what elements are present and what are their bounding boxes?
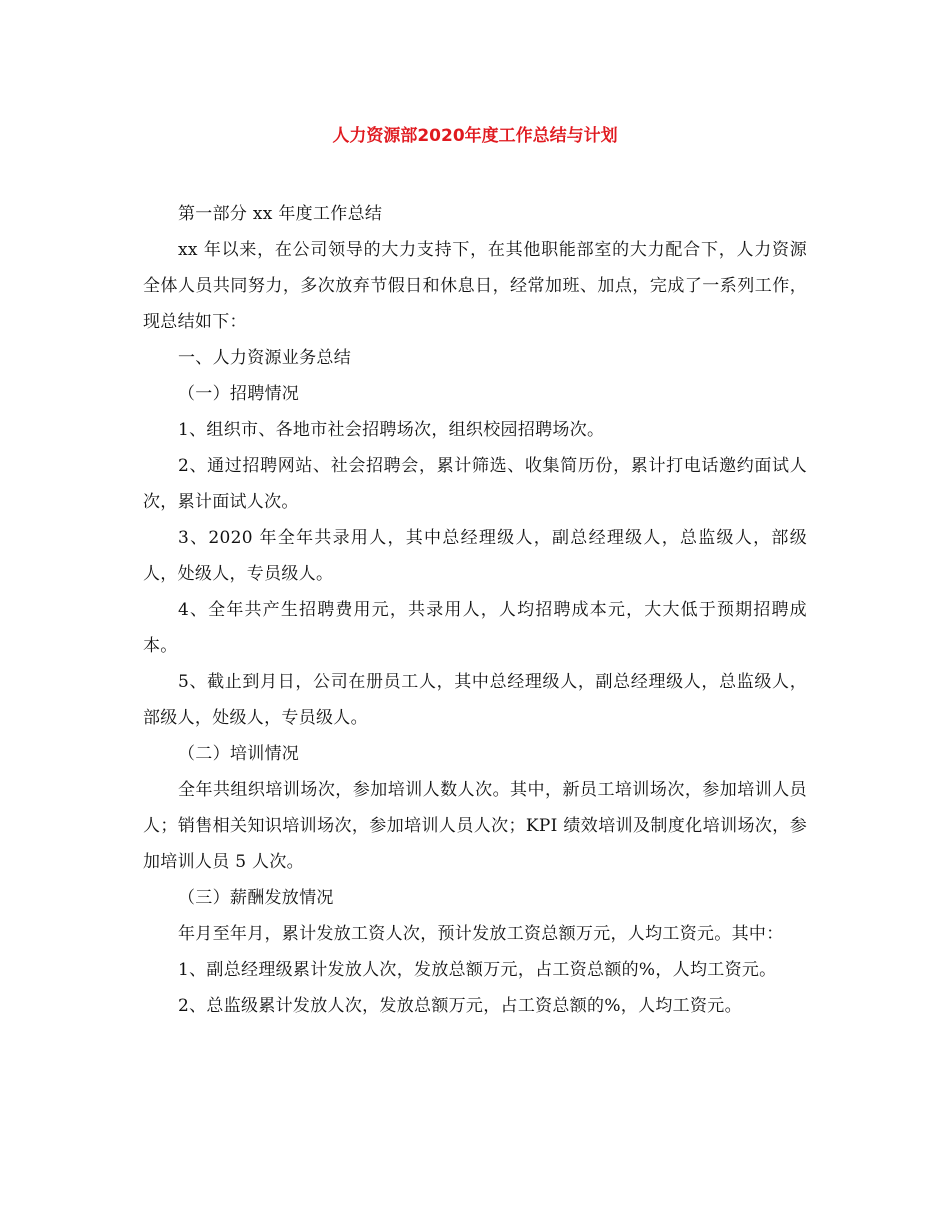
training-paragraph: 全年共组织培训场次，参加培训人数人次。其中，新员工培训场次，参加培训人员人；销售相关知识培训场次，参加培训人员人次；KPI 绩效培训及制度化培训场次，参加培训人员 5 人次。	[143, 780, 807, 872]
salary-item-1: 1、副总经理级累计发放人次，发放总额万元，占工资总额的%，人均工资元。	[178, 960, 777, 980]
subsection-heading-recruitment: （一）招聘情况	[178, 384, 300, 404]
salary-paragraph: 年月至年月，累计发放工资人次，预计发放工资总额万元，人均工资元。其中：	[178, 924, 784, 944]
recruitment-item-5: 5、截止到月日，公司在册员工人，其中总经理级人，副总经理级人，总监级人，部级人，处级人，专员级人。	[143, 672, 807, 728]
recruitment-item-1: 1、组织市、各地市社会招聘场次，组织校园招聘场次。	[178, 420, 605, 440]
subsection-heading-training: （二）培训情况	[178, 744, 300, 764]
intro-paragraph: xx 年以来，在公司领导的大力支持下，在其他职能部室的大力配合下，人力资源全体人员共同努力，多次放弃节假日和休息日，经常加班、加点，完成了一系列工作，现总结如下：	[143, 240, 807, 332]
section-heading-hr-summary: 一、人力资源业务总结	[178, 348, 351, 368]
recruitment-item-4: 4、全年共产生招聘费用元，共录用人，人均招聘成本元，大大低于预期招聘成本。	[143, 600, 807, 656]
recruitment-item-2: 2、通过招聘网站、社会招聘会，累计筛选、收集简历份，累计打电话邀约面试人次，累计面试人次。	[143, 456, 807, 512]
section-heading-part-one: 第一部分 xx 年度工作总结	[178, 204, 383, 224]
document-title: 人力资源部2020年度工作总结与计划	[332, 126, 618, 146]
recruitment-item-3: 3、2020 年全年共录用人，其中总经理级人，副总经理级人，总监级人，部级人，处级人，专员级人。	[143, 528, 807, 584]
document-body	[143, 196, 807, 1024]
salary-item-2: 2、总监级累计发放人次，发放总额万元，占工资总额的%，人均工资元。	[178, 996, 742, 1016]
subsection-heading-salary: （三）薪酬发放情况	[178, 888, 334, 908]
